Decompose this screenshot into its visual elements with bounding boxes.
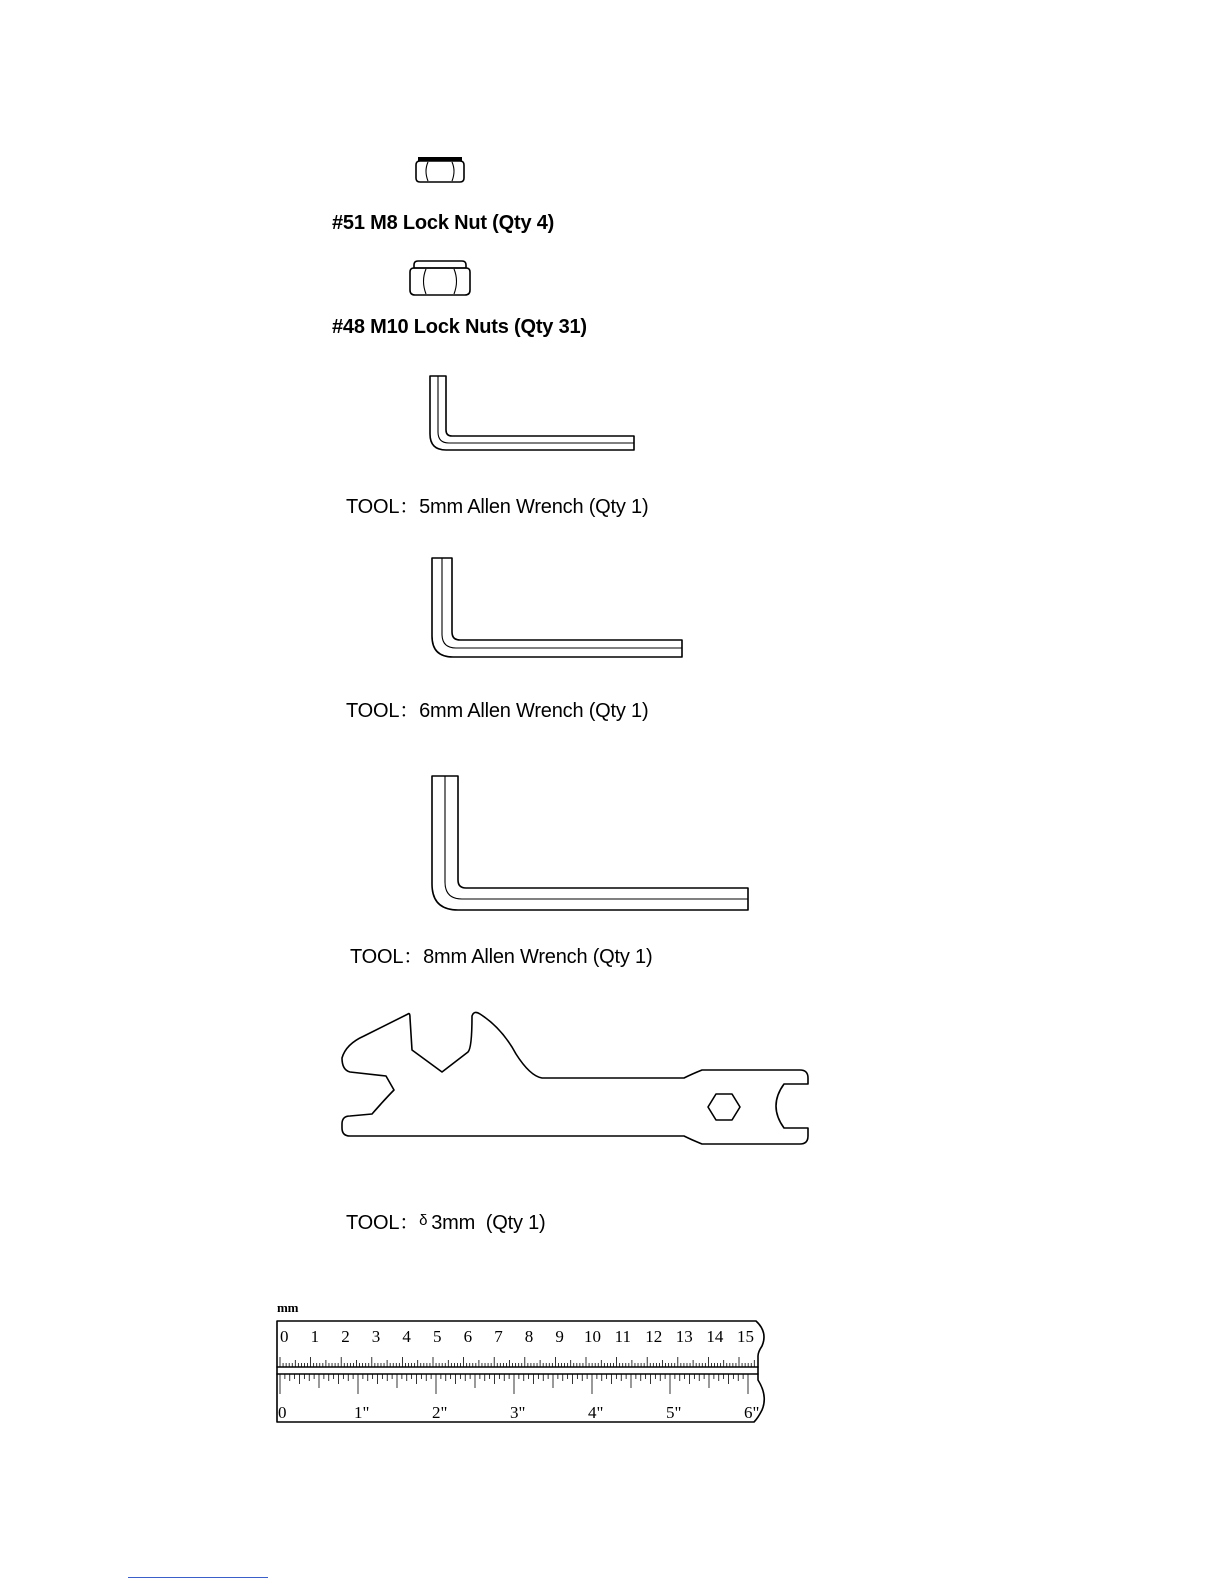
ruler-inch-label: 5" (666, 1403, 682, 1422)
ruler-cm-label: 0 (280, 1327, 289, 1346)
allen-wrench-icon (430, 774, 752, 914)
ruler-cm-label: 5 (433, 1327, 442, 1346)
ruler-cm-label: 4 (402, 1327, 411, 1346)
ruler-unit-label: mm (277, 1300, 299, 1315)
ruler-cm-label: 2 (341, 1327, 350, 1346)
ruler-cm-label: 3 (371, 1327, 381, 1346)
tool-8mm-label: TOOL：8mm Allen Wrench (Qty 1) (350, 946, 653, 968)
allen-wrench-icon (428, 374, 638, 454)
ruler-cm-label: 6 (463, 1327, 473, 1346)
ruler-inch-label: 2" (432, 1403, 448, 1422)
ruler-cm-label: 15 (737, 1327, 754, 1346)
allen-wrench-icon (430, 556, 686, 660)
tool-5mm-label: TOOL：5mm Allen Wrench (Qty 1) (346, 496, 649, 518)
ruler-cm-label: 1 (310, 1327, 320, 1346)
ruler-inch-label: 0 (278, 1403, 287, 1422)
tool-6mm-label: TOOL：6mm Allen Wrench (Qty 1) (346, 700, 649, 722)
ruler-inch-label: 6" (744, 1403, 760, 1422)
ruler-cm-label: 8 (524, 1327, 534, 1346)
ruler-cm-label: 13 (675, 1327, 693, 1346)
ruler-inch-label: 3" (510, 1403, 526, 1422)
ruler-cm-label: 10 (584, 1327, 601, 1346)
ruler-cm-label: 14 (706, 1327, 724, 1346)
ruler-inch-label: 4" (588, 1403, 604, 1422)
ruler-inch-label: 1" (354, 1403, 370, 1422)
m10-lock-nut-label: #48 M10 Lock Nuts (Qty 31) (332, 316, 587, 338)
ruler-cm-label: 11 (614, 1327, 631, 1346)
ruler-cm-label: 12 (645, 1327, 663, 1346)
ruler-icon (274, 1318, 774, 1426)
ruler-cm-label: 9 (555, 1327, 564, 1346)
ruler-cm-label: 7 (494, 1327, 503, 1346)
m10-lock-nut-icon (408, 258, 472, 298)
m8-lock-nut-icon (414, 156, 466, 186)
m8-lock-nut-label: #51 M8 Lock Nut (Qty 4) (332, 212, 555, 234)
flat-spanner-icon (338, 1008, 812, 1150)
tool-flat-wrench-label: TOOL：$^\delta$ 3mm (Qty 1) (346, 1212, 546, 1234)
footer-link-underline[interactable] (128, 1577, 268, 1578)
